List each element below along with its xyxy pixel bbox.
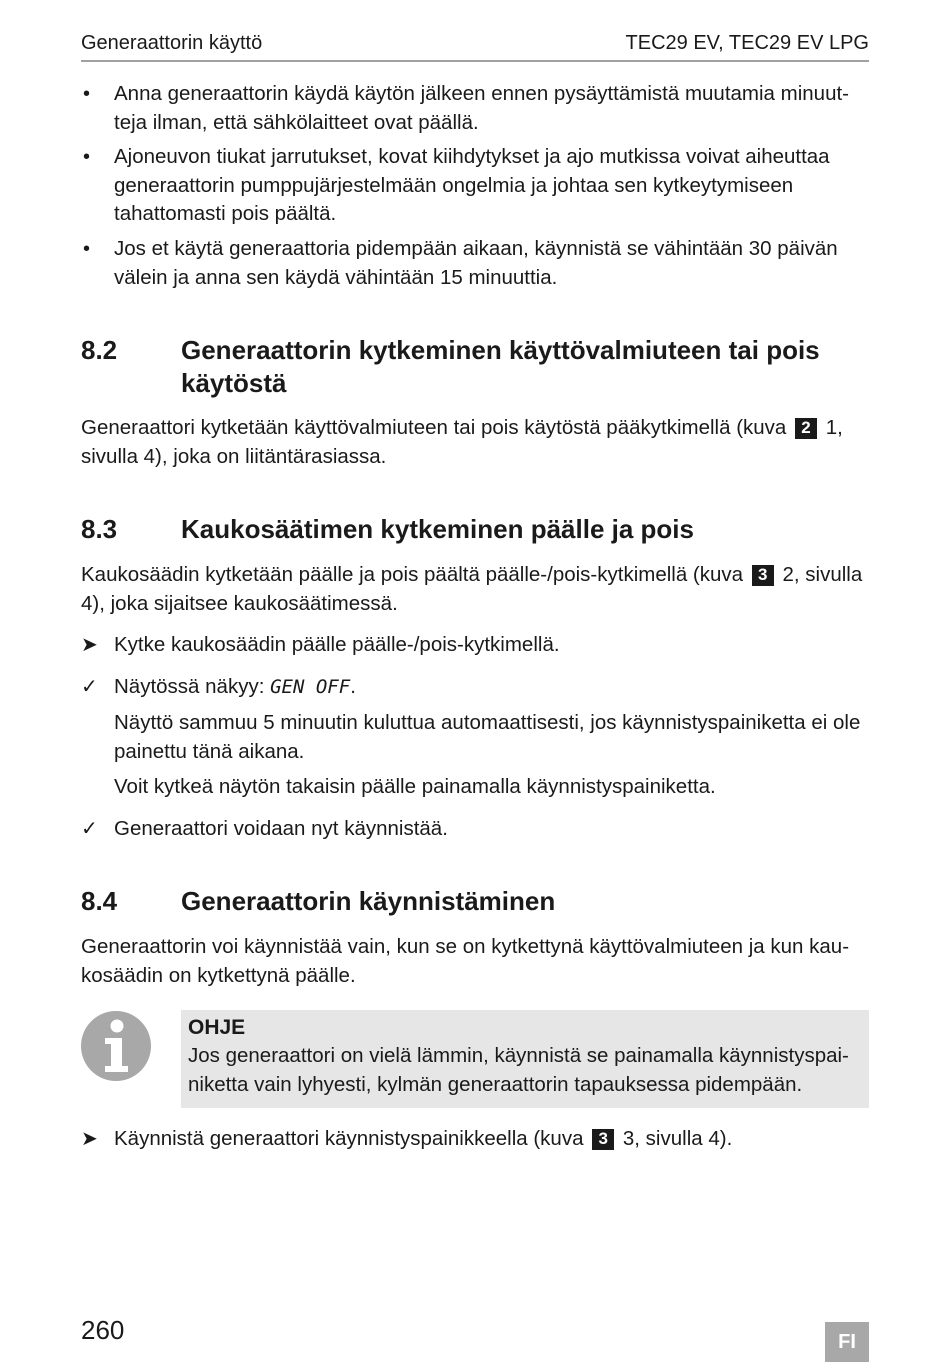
note-text: Näyttö sammuu 5 minuutin kuluttua automaattisesti, jos käynnistyspainiketta ei ole painettu tänä aikana. — [114, 711, 861, 763]
note-box — [181, 1010, 869, 1108]
note-text: Voit kytkeä näytön takaisin päälle painamalla käynnistyspainiketta. — [114, 775, 716, 798]
step-text-end: . — [350, 675, 356, 698]
section-title: Generaattorin käynnistäminen — [181, 886, 556, 916]
bullet-item — [81, 143, 869, 229]
arrow-icon: ➤ — [81, 634, 98, 656]
manual-page — [81, 0, 869, 1365]
paragraph-text: Generaattori kytketään käyttövalmiuteen tai pois käytöstä pääkytkimellä (kuva — [81, 416, 787, 439]
section-8-3-text — [81, 561, 869, 618]
header-section-title: Generaattorin käyttö — [81, 32, 263, 54]
figure-reference: 2 — [795, 418, 817, 439]
section-number: 8.4 — [81, 886, 118, 916]
note-title: OHJE — [188, 1016, 246, 1039]
note-body: Jos generaattori on vielä lämmin, käynnistä se painamalla käynnistyspai-niketta vain lyhyesti, kylmän generaattorin tapauksessa pidempään. — [188, 1044, 849, 1096]
page-number: 260 — [81, 1315, 125, 1345]
bullet-text: Anna generaattorin käydä käytön jälkeen ennen pysäyttämistä muutamia minuut-teja ilman, että sähkölaitteet ovat päällä. — [114, 82, 850, 134]
action-step — [81, 1125, 869, 1154]
checkmark-icon: ✓ — [81, 818, 98, 840]
figure-reference: 3 — [752, 565, 774, 586]
info-icon — [81, 1011, 151, 1081]
header-model-name: TEC29 EV, TEC29 EV LPG — [625, 32, 869, 54]
paragraph-text: Generaattorin voi käynnistää vain, kun se on kytkettynä käyttövalmiuteen ja kun kau-kosäädin on kytkettynä päälle. — [81, 935, 850, 987]
display-readout: GEN OFF — [270, 676, 351, 698]
section-8-4-text — [81, 933, 869, 990]
arrow-icon: ➤ — [81, 1128, 98, 1150]
paragraph-text: Kaukosäädin kytketään päälle ja pois päältä päälle-/pois-kytkimellä (kuva — [81, 563, 744, 586]
language-badge: FI — [825, 1322, 869, 1362]
section-heading-8-4 — [81, 885, 869, 918]
figure-reference: 3 — [592, 1129, 614, 1150]
bullet-text: Ajoneuvon tiukat jarrutukset, kovat kiihdytykset ja ajo mutkissa voivat aiheuttaa generaattorin pumppujärjestelmään ongelmia ja johtaa sen kytkeytymiseen tahattomasti pois päältä. — [114, 145, 830, 225]
section-number: 8.2 — [81, 335, 118, 365]
bullet-dot: • — [83, 238, 91, 260]
bullet-item — [81, 235, 869, 292]
bullet-text: Jos et käytä generaattoria pidempään aikaan, käynnistä se vähintään 30 päivän välein ja anna sen käydä vähintään 15 minuuttia. — [114, 237, 838, 289]
page-header — [81, 30, 869, 62]
section-number: 8.3 — [81, 514, 118, 544]
section-title: Generaattorin kytkeminen käyttövalmiuteen tai pois käytöstä — [181, 335, 820, 398]
step-text: Generaattori voidaan nyt käynnistää. — [114, 817, 448, 840]
paragraph-text: 2, sivulla 4), joka sijaitsee kaukosäätimessä. — [81, 563, 863, 615]
section-8-2-text — [81, 414, 869, 471]
result-note — [81, 709, 869, 766]
bullet-dot: • — [83, 83, 91, 105]
result-note — [81, 773, 869, 802]
step-text: Käynnistä generaattori käynnistyspainikkeella (kuva — [114, 1127, 584, 1150]
paragraph-text: 1, sivulla 4), joka on liitäntärasiassa. — [81, 416, 843, 468]
action-step — [81, 631, 869, 660]
step-text: 3, sivulla 4). — [622, 1127, 733, 1150]
result-step — [81, 673, 869, 702]
checkmark-icon: ✓ — [81, 676, 98, 698]
section-heading-8-2 — [81, 334, 869, 400]
step-text: Näytössä näkyy: — [114, 675, 265, 698]
result-step — [81, 815, 869, 844]
bullet-dot: • — [83, 146, 91, 168]
bullet-item — [81, 80, 869, 137]
section-heading-8-3 — [81, 513, 869, 546]
step-text: Kytke kaukosäädin päälle päälle-/pois-kytkimellä. — [114, 633, 560, 656]
section-title: Kaukosäätimen kytkeminen päälle ja pois — [181, 514, 694, 544]
